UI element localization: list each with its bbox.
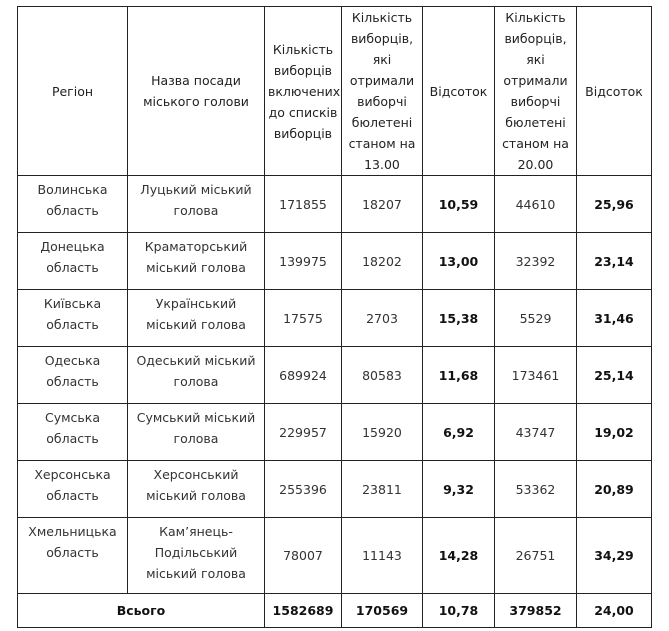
position-cell: Луцький міський голова <box>128 176 265 233</box>
total-percent-20: 24,00 <box>577 594 652 628</box>
region-cell: Херсонська область <box>18 461 128 518</box>
percent-13-cell: 13,00 <box>423 233 495 290</box>
percent-20-cell: 31,46 <box>577 290 652 347</box>
total-ballots-13: 170569 <box>342 594 423 628</box>
ballots-20-cell: 32392 <box>495 233 577 290</box>
percent-13-cell: 15,38 <box>423 290 495 347</box>
position-cell: Сумський міський голова <box>128 404 265 461</box>
ballots-13-cell: 18207 <box>342 176 423 233</box>
header-position: Назва посади міського голови <box>128 7 265 176</box>
voters-cell: 689924 <box>265 347 342 404</box>
ballots-20-cell: 53362 <box>495 461 577 518</box>
ballots-13-cell: 15920 <box>342 404 423 461</box>
header-ballots-13: Кількість виборців, які отримали виборчі бюлетені станом на 13.00 <box>342 7 423 176</box>
table-row <box>18 518 652 594</box>
turnout-table <box>17 6 652 628</box>
position-cell: Український міський голова <box>128 290 265 347</box>
total-percent-13: 10,78 <box>423 594 495 628</box>
table-row <box>18 290 652 347</box>
header-row <box>18 7 652 176</box>
region-cell: Волинська область <box>18 176 128 233</box>
ballots-20-cell: 26751 <box>495 518 577 594</box>
region-cell: Донецька область <box>18 233 128 290</box>
percent-20-cell: 25,96 <box>577 176 652 233</box>
percent-13-cell: 9,32 <box>423 461 495 518</box>
table-row <box>18 347 652 404</box>
position-cell: Херсонський міський голова <box>128 461 265 518</box>
total-label: Всього <box>18 594 265 628</box>
ballots-13-cell: 2703 <box>342 290 423 347</box>
voters-cell: 255396 <box>265 461 342 518</box>
region-cell: Київська область <box>18 290 128 347</box>
percent-13-cell: 11,68 <box>423 347 495 404</box>
total-ballots-20: 379852 <box>495 594 577 628</box>
voters-cell: 139975 <box>265 233 342 290</box>
header-ballots-20: Кількість виборців, які отримали виборчі бюлетені станом на 20.00 <box>495 7 577 176</box>
region-cell: Одеська область <box>18 347 128 404</box>
percent-20-cell: 25,14 <box>577 347 652 404</box>
position-cell: Кам’янець-Подільський міський голова <box>128 518 265 594</box>
voters-cell: 17575 <box>265 290 342 347</box>
region-cell: Хмельницька область <box>18 518 128 594</box>
voters-cell: 171855 <box>265 176 342 233</box>
total-row <box>18 594 652 628</box>
header-percent-20: Відсоток <box>577 7 652 176</box>
percent-13-cell: 14,28 <box>423 518 495 594</box>
region-cell: Сумська область <box>18 404 128 461</box>
ballots-13-cell: 80583 <box>342 347 423 404</box>
table-row <box>18 233 652 290</box>
ballots-13-cell: 11143 <box>342 518 423 594</box>
ballots-20-cell: 5529 <box>495 290 577 347</box>
ballots-13-cell: 23811 <box>342 461 423 518</box>
percent-20-cell: 23,14 <box>577 233 652 290</box>
ballots-13-cell: 18202 <box>342 233 423 290</box>
table-row <box>18 461 652 518</box>
voters-cell: 78007 <box>265 518 342 594</box>
ballots-20-cell: 43747 <box>495 404 577 461</box>
total-voters: 1582689 <box>265 594 342 628</box>
position-cell: Краматорський міський голова <box>128 233 265 290</box>
header-voters: Кількість виборців включених до списків виборців <box>265 7 342 176</box>
percent-20-cell: 34,29 <box>577 518 652 594</box>
ballots-20-cell: 44610 <box>495 176 577 233</box>
header-percent-13: Відсоток <box>423 7 495 176</box>
results-table-wrapper <box>17 6 652 628</box>
position-cell: Одеський міський голова <box>128 347 265 404</box>
header-region: Регіон <box>18 7 128 176</box>
percent-20-cell: 19,02 <box>577 404 652 461</box>
percent-13-cell: 10,59 <box>423 176 495 233</box>
percent-20-cell: 20,89 <box>577 461 652 518</box>
percent-13-cell: 6,92 <box>423 404 495 461</box>
voters-cell: 229957 <box>265 404 342 461</box>
ballots-20-cell: 173461 <box>495 347 577 404</box>
table-row <box>18 404 652 461</box>
table-row <box>18 176 652 233</box>
